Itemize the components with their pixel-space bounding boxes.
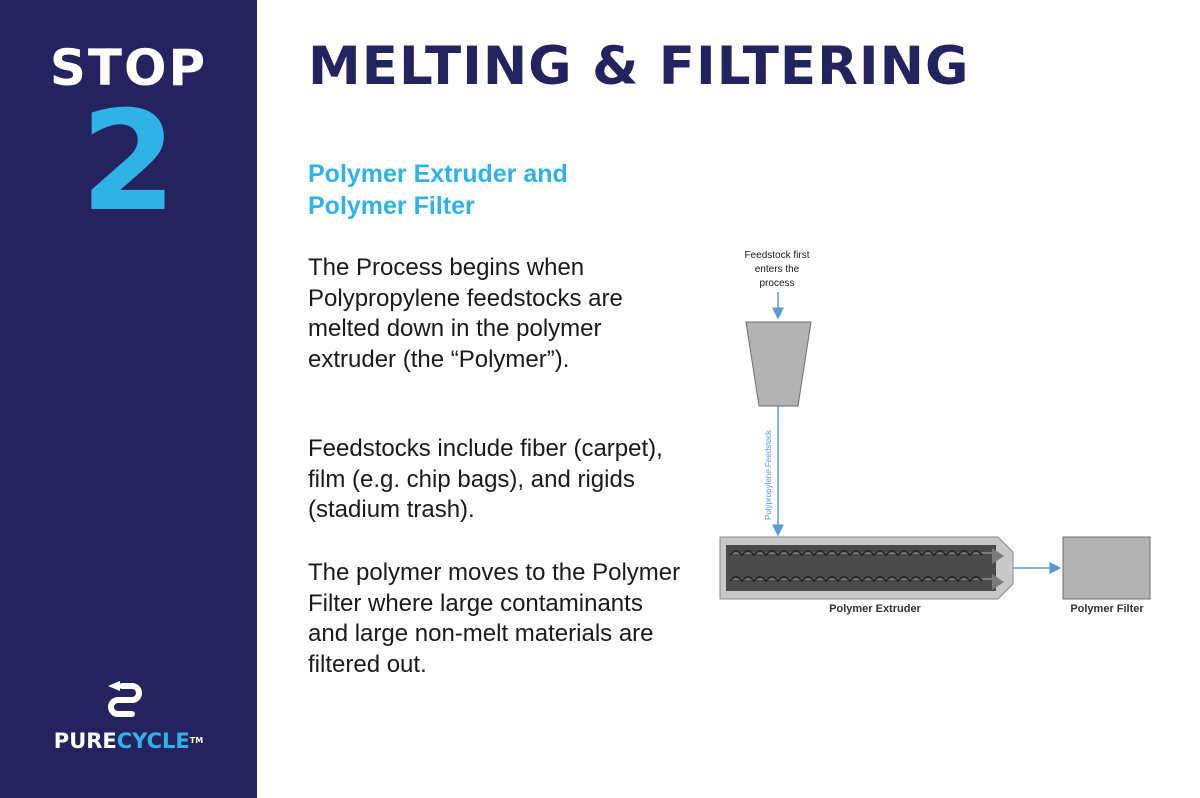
feed-note-line-1: Feedstock first [744, 250, 810, 261]
feedstock-flow-label: Polypropylene Feedstock [764, 430, 773, 520]
extruder-label: Polymer Extruder [829, 603, 921, 615]
hopper-shape [746, 322, 811, 406]
page-title: MELTING & FILTERING [308, 36, 970, 97]
filter-label: Polymer Filter [1070, 603, 1144, 615]
feed-note-line-3: process [759, 278, 795, 289]
paragraph-filter: The polymer moves to the Polymer Filter where large contaminants and large non-melt materials are filtered out. [308, 559, 681, 678]
sidebar [0, 0, 257, 798]
paragraph-process-begins: The Process begins when Polypropylene feedstocks are melted down in the polymer extruder (the “Polymer”). [308, 254, 623, 373]
purecycle-logo-text [0, 728, 257, 754]
logo-tm: TM [189, 736, 204, 745]
subtitle-line-1: Polymer Extruder and [308, 160, 568, 188]
stop-label: STOP [49, 39, 208, 97]
process-diagram [700, 230, 1180, 650]
section-subtitle [308, 158, 638, 222]
logo-pure: PURE [53, 729, 117, 753]
feed-note-line-2: enters the [754, 264, 800, 275]
paragraph-feedstocks: Feedstocks include fiber (carpet), film (e.g. chip bags), and rigids (stadium trash). [308, 435, 663, 523]
purecycle-logo-icon [100, 680, 150, 720]
logo-cycle: CYCLE [116, 729, 190, 753]
polymer-filter-box [1063, 537, 1150, 599]
subtitle-line-2: Polymer Filter [308, 192, 475, 220]
stop-number: 2 [80, 81, 177, 242]
